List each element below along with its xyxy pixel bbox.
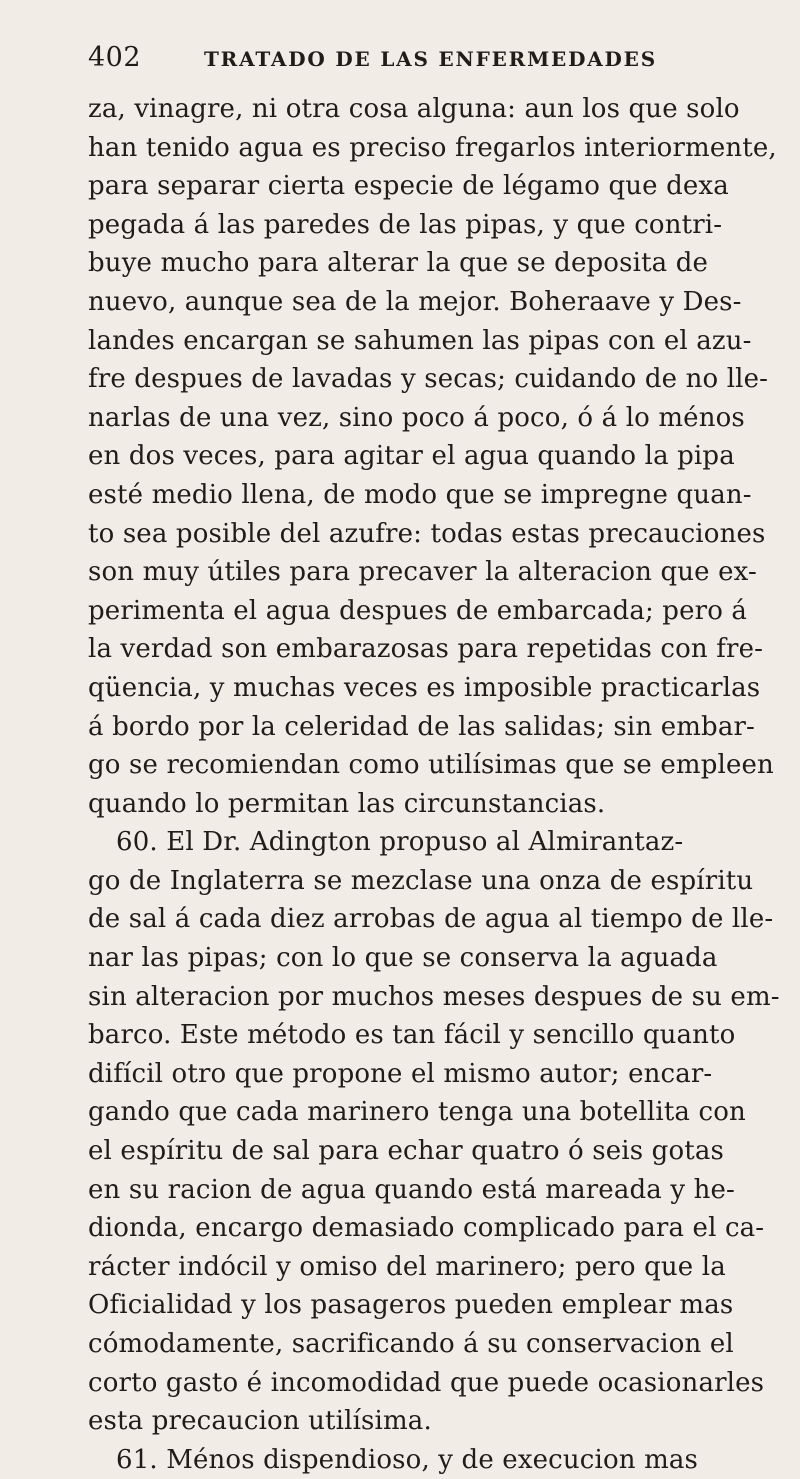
text-line: de sal á cada diez arrobas de agua al tiempo de lle- — [88, 904, 774, 935]
text-line: qüencia, y muchas veces es imposible practicarlas — [88, 672, 761, 703]
text-line: para separar cierta especie de légamo que dexa — [88, 171, 729, 202]
text-line: la verdad son embarazosas para repetidas con fre- — [88, 634, 764, 665]
text-line: rácter indócil y omiso del marinero; pero que la — [88, 1251, 726, 1282]
running-title: TRATADO DE LAS ENFERMEDADES — [204, 47, 657, 71]
text-line: nuevo, aunque sea de la mejor. Boheraave y Des- — [88, 286, 742, 317]
text-line: to sea posible del azufre: todas estas precauciones — [88, 518, 766, 549]
text-line: perimenta el agua despues de embarcada; pero á — [88, 595, 748, 626]
text-line: narlas de una vez, sino poco á poco, ó á lo ménos — [88, 402, 745, 433]
text-line: esta precaucion utilísima. — [88, 1406, 432, 1437]
text-line: corto gasto é incomodidad que puede ocasionarles — [88, 1367, 765, 1398]
text-line: han tenido agua es preciso fregarlos interiormente, — [88, 132, 777, 163]
text-line: cómodamente, sacrificando á su conservacion el — [88, 1329, 734, 1359]
text-line: nar las pipas; con lo que se conserva la aguada — [88, 943, 718, 974]
text-line: esté medio llena, de modo que se impregne quan- — [88, 479, 752, 510]
text-line: Oficialidad y los pasageros pueden emplear mas — [88, 1290, 734, 1321]
text-line: fre despues de lavadas y secas; cuidando de no lle- — [88, 364, 769, 395]
text-line: gando que cada marinero tenga una botellita con — [88, 1097, 746, 1128]
text-line: quando lo permitan las circunstancias. — [88, 788, 606, 819]
paragraph-start-line: 61. Ménos dispendioso, y de execucion mas — [116, 1444, 699, 1475]
text-line: barco. Este método es tan fácil y sencillo quanto — [88, 1020, 736, 1051]
text-line: go se recomiendan como utilísimas que se empleen — [88, 750, 774, 781]
text-line: á bordo por la celeridad de las salidas; sin embar- — [88, 711, 755, 742]
text-line: son muy útiles para precaver la alteracion que ex- — [88, 557, 757, 588]
text-line: landes encargan se sahumen las pipas con el azu- — [88, 325, 752, 356]
page-header — [88, 40, 770, 90]
text-line: buye mucho para alterar la que se deposita de — [88, 248, 709, 279]
text-line: sin alteracion por muchos meses despues de su em- — [88, 981, 780, 1012]
body-text — [88, 90, 780, 1479]
text-line: en su racion de agua quando está mareada y he- — [88, 1174, 735, 1205]
text-line: difícil otro que propone el mismo autor; encar- — [88, 1058, 713, 1089]
text-line: go de Inglaterra se mezclase una onza de espíritu — [88, 865, 754, 896]
text-line: en dos veces, para agitar el agua quando la pipa — [88, 441, 735, 472]
text-line: el espíritu de sal para echar quatro ó seis gotas — [88, 1136, 724, 1167]
text-line: pegada á las paredes de las pipas, y que contri- — [88, 209, 723, 240]
text-line: dionda, encargo demasiado complicado para el ca- — [88, 1213, 765, 1244]
text-line: za, vinagre, ni otra cosa alguna: aun los que solo — [88, 94, 740, 124]
page-number: 402 — [88, 42, 142, 73]
paragraph-start-line: 60. El Dr. Adington propuso al Almirantaz- — [116, 827, 684, 858]
